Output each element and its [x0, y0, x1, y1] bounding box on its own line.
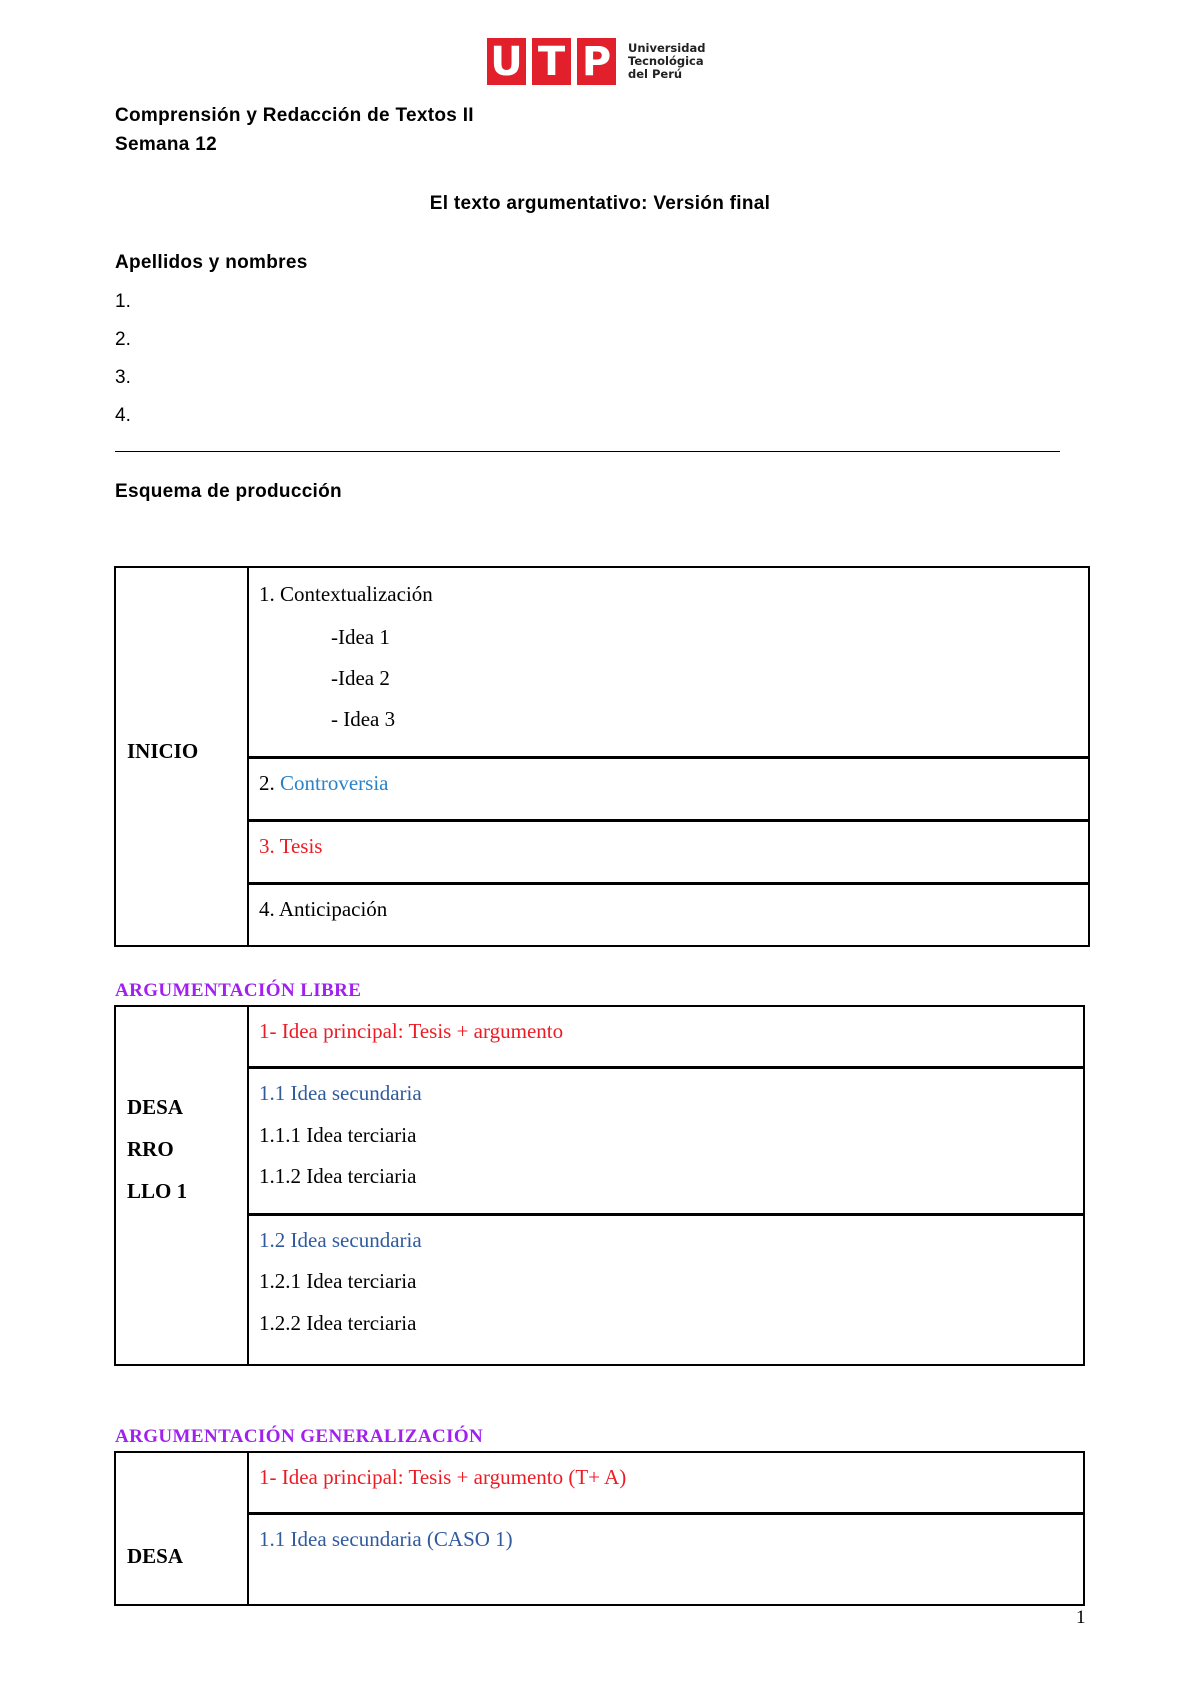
libre-label-line-1: DESA — [127, 1095, 184, 1119]
libre-idea-terciaria-1-1: 1.1.1 Idea terciaria — [259, 1123, 417, 1147]
logo-letter-u: U — [487, 38, 526, 85]
generalizacion-column-divider — [247, 1452, 249, 1605]
separator-line — [115, 451, 1060, 452]
generalizacion-row-divider-1 — [248, 1512, 1084, 1515]
anticipacion-item: 4. Anticipación — [259, 897, 388, 921]
contextualizacion-item: 1. Contextualización — [259, 582, 433, 606]
inicio-row-divider-1 — [248, 756, 1089, 759]
libre-row-divider-2 — [248, 1213, 1084, 1216]
libre-row-divider-1 — [248, 1066, 1084, 1069]
logo-line-3: del Perú — [628, 67, 683, 81]
scheme-label: Esquema de producción — [115, 481, 342, 502]
name-line-3: 3. — [115, 367, 131, 388]
libre-idea-terciaria-2-1: 1.2.1 Idea terciaria — [259, 1269, 417, 1293]
tesis-item: 3. Tesis — [259, 834, 323, 858]
logo-wordmark — [628, 42, 705, 81]
idea-1: -Idea 1 — [331, 625, 390, 649]
libre-idea-secundaria-2: 1.2 Idea secundaria — [259, 1228, 422, 1252]
name-line-1: 1. — [115, 291, 131, 312]
document-title: El texto argumentativo: Versión final — [429, 193, 771, 214]
inicio-label: INICIO — [127, 739, 199, 763]
logo-line-2: Tecnológica — [628, 54, 704, 68]
inicio-row-divider-2 — [248, 819, 1089, 822]
idea-2: -Idea 2 — [331, 666, 390, 690]
libre-column-divider — [247, 1006, 249, 1365]
logo-line-1: Universidad — [628, 41, 706, 55]
page-number: 1 — [1076, 1607, 1086, 1628]
generalizacion-idea-principal: 1- Idea principal: Tesis + argumento (T+ A) — [259, 1465, 627, 1489]
generalizacion-label: DESA — [127, 1544, 184, 1568]
libre-idea-principal: 1- Idea principal: Tesis + argumento — [259, 1019, 564, 1043]
name-line-4: 4. — [115, 405, 131, 426]
libre-label-line-2: RRO — [127, 1137, 174, 1161]
idea-3: - Idea 3 — [331, 707, 396, 731]
logo-letter-p: P — [577, 38, 616, 85]
libre-idea-terciaria-2-2: 1.2.2 Idea terciaria — [259, 1311, 417, 1335]
controversia-number: 2. — [259, 771, 275, 795]
generalizacion-heading: ARGUMENTACIÓN GENERALIZACIÓN — [115, 1426, 484, 1447]
controversia-text: Controversia — [280, 771, 389, 795]
course-title: Comprensión y Redacción de Textos II — [115, 105, 474, 126]
libre-idea-secundaria-1: 1.1 Idea secundaria — [259, 1081, 422, 1105]
inicio-row-divider-3 — [248, 882, 1089, 885]
libre-idea-terciaria-1-2: 1.1.2 Idea terciaria — [259, 1164, 417, 1188]
controversia-item — [259, 771, 388, 796]
logo-letter-t: T — [532, 38, 571, 85]
week-label: Semana 12 — [115, 134, 217, 155]
utp-logo — [487, 38, 705, 85]
names-label: Apellidos y nombres — [115, 252, 308, 273]
generalizacion-idea-secundaria-1: 1.1 Idea secundaria (CASO 1) — [259, 1527, 513, 1551]
libre-heading: ARGUMENTACIÓN LIBRE — [115, 980, 362, 1001]
libre-label-line-3: LLO 1 — [127, 1179, 188, 1203]
name-line-2: 2. — [115, 329, 131, 350]
